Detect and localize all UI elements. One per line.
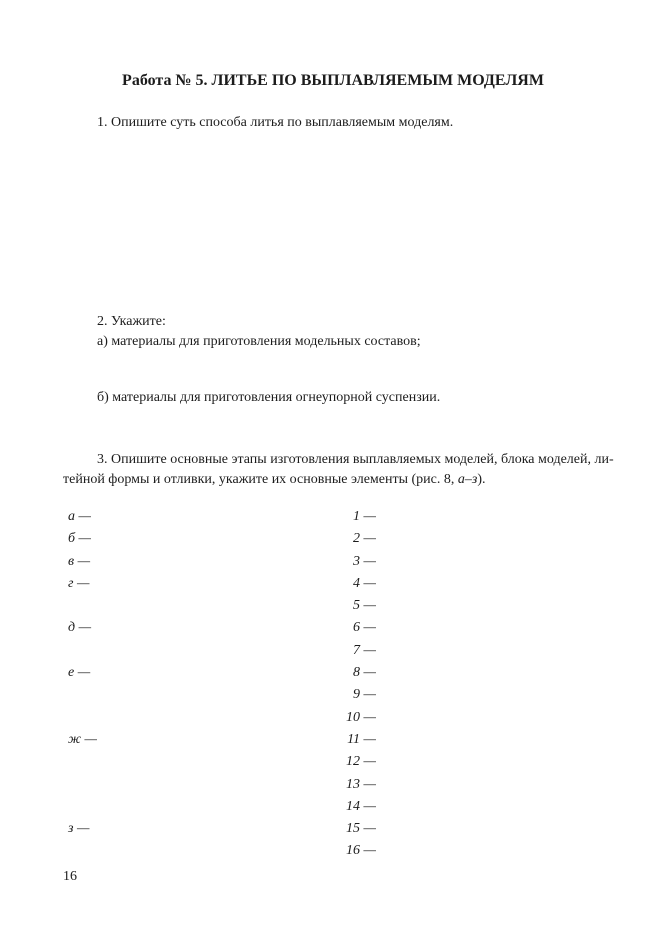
number-label-5: 5 — bbox=[353, 598, 376, 614]
letter-label-a: а — bbox=[68, 509, 91, 524]
match-row-3 bbox=[0, 551, 666, 573]
match-row-7 bbox=[0, 640, 666, 662]
match-row-15 bbox=[0, 818, 666, 840]
number-label-10: 10 — bbox=[346, 709, 376, 725]
number-label-1: 1 — bbox=[353, 509, 376, 524]
question-3-line-2-end: ). bbox=[477, 472, 486, 487]
match-row-4 bbox=[0, 573, 666, 595]
question-2-intro: 2. Укажите: bbox=[97, 314, 166, 329]
match-row-14 bbox=[0, 796, 666, 818]
match-row-1 bbox=[0, 506, 666, 528]
match-row-12 bbox=[0, 751, 666, 773]
letter-label-b: б — bbox=[68, 531, 91, 547]
question-3 bbox=[63, 450, 623, 490]
match-row-9 bbox=[0, 684, 666, 706]
number-label-11: 11 — bbox=[347, 731, 376, 747]
matching-list bbox=[0, 506, 666, 863]
match-row-6 bbox=[0, 617, 666, 639]
letter-label-zh: ж — bbox=[68, 731, 97, 747]
number-label-13: 13 — bbox=[346, 776, 376, 792]
question-3-line-2-text: тейной формы и отливки, укажите их основные элементы (рис. 8, bbox=[63, 472, 458, 487]
letter-label-z: з — bbox=[68, 821, 90, 837]
question-3-line-2 bbox=[63, 470, 623, 490]
match-row-13 bbox=[0, 774, 666, 796]
match-row-16 bbox=[0, 840, 666, 862]
figure-range-label: а–з bbox=[457, 472, 478, 487]
question-2-item-a: а) материалы для приготовления модельных составов; bbox=[97, 334, 421, 349]
page-number: 16 bbox=[63, 869, 77, 884]
letter-label-e: е — bbox=[68, 665, 91, 681]
number-label-14: 14 — bbox=[346, 798, 376, 814]
match-row-10 bbox=[0, 707, 666, 729]
question-3-line-1: 3. Опишите основные этапы изготовления выплавляемых моделей, блока моделей, ли- bbox=[97, 452, 614, 467]
letter-label-g: г — bbox=[68, 575, 90, 591]
number-label-12: 12 — bbox=[346, 754, 376, 770]
match-row-11 bbox=[0, 729, 666, 751]
number-label-9: 9 — bbox=[353, 687, 376, 703]
question-2-item-b: б) материалы для приготовления огнеупорной суспензии. bbox=[97, 390, 441, 405]
number-label-7: 7 — bbox=[353, 642, 376, 658]
number-label-3: 3 — bbox=[353, 553, 376, 569]
number-label-4: 4 — bbox=[353, 575, 376, 591]
question-1: 1. Опишите суть способа литья по выплавляемым моделям. bbox=[97, 115, 454, 130]
number-label-16: 16 — bbox=[346, 843, 376, 859]
match-row-2 bbox=[0, 528, 666, 550]
letter-label-v: в — bbox=[68, 553, 91, 569]
page-title: Работа № 5. ЛИТЬЕ ПО ВЫПЛАВЛЯЕМЫМ МОДЕЛЯМ bbox=[122, 72, 544, 89]
number-label-15: 15 — bbox=[346, 821, 376, 837]
number-label-2: 2 — bbox=[353, 531, 376, 547]
letter-label-d: д — bbox=[68, 620, 92, 636]
match-row-5 bbox=[0, 595, 666, 617]
match-row-8 bbox=[0, 662, 666, 684]
number-label-6: 6 — bbox=[353, 620, 376, 636]
number-label-8: 8 — bbox=[353, 665, 376, 681]
